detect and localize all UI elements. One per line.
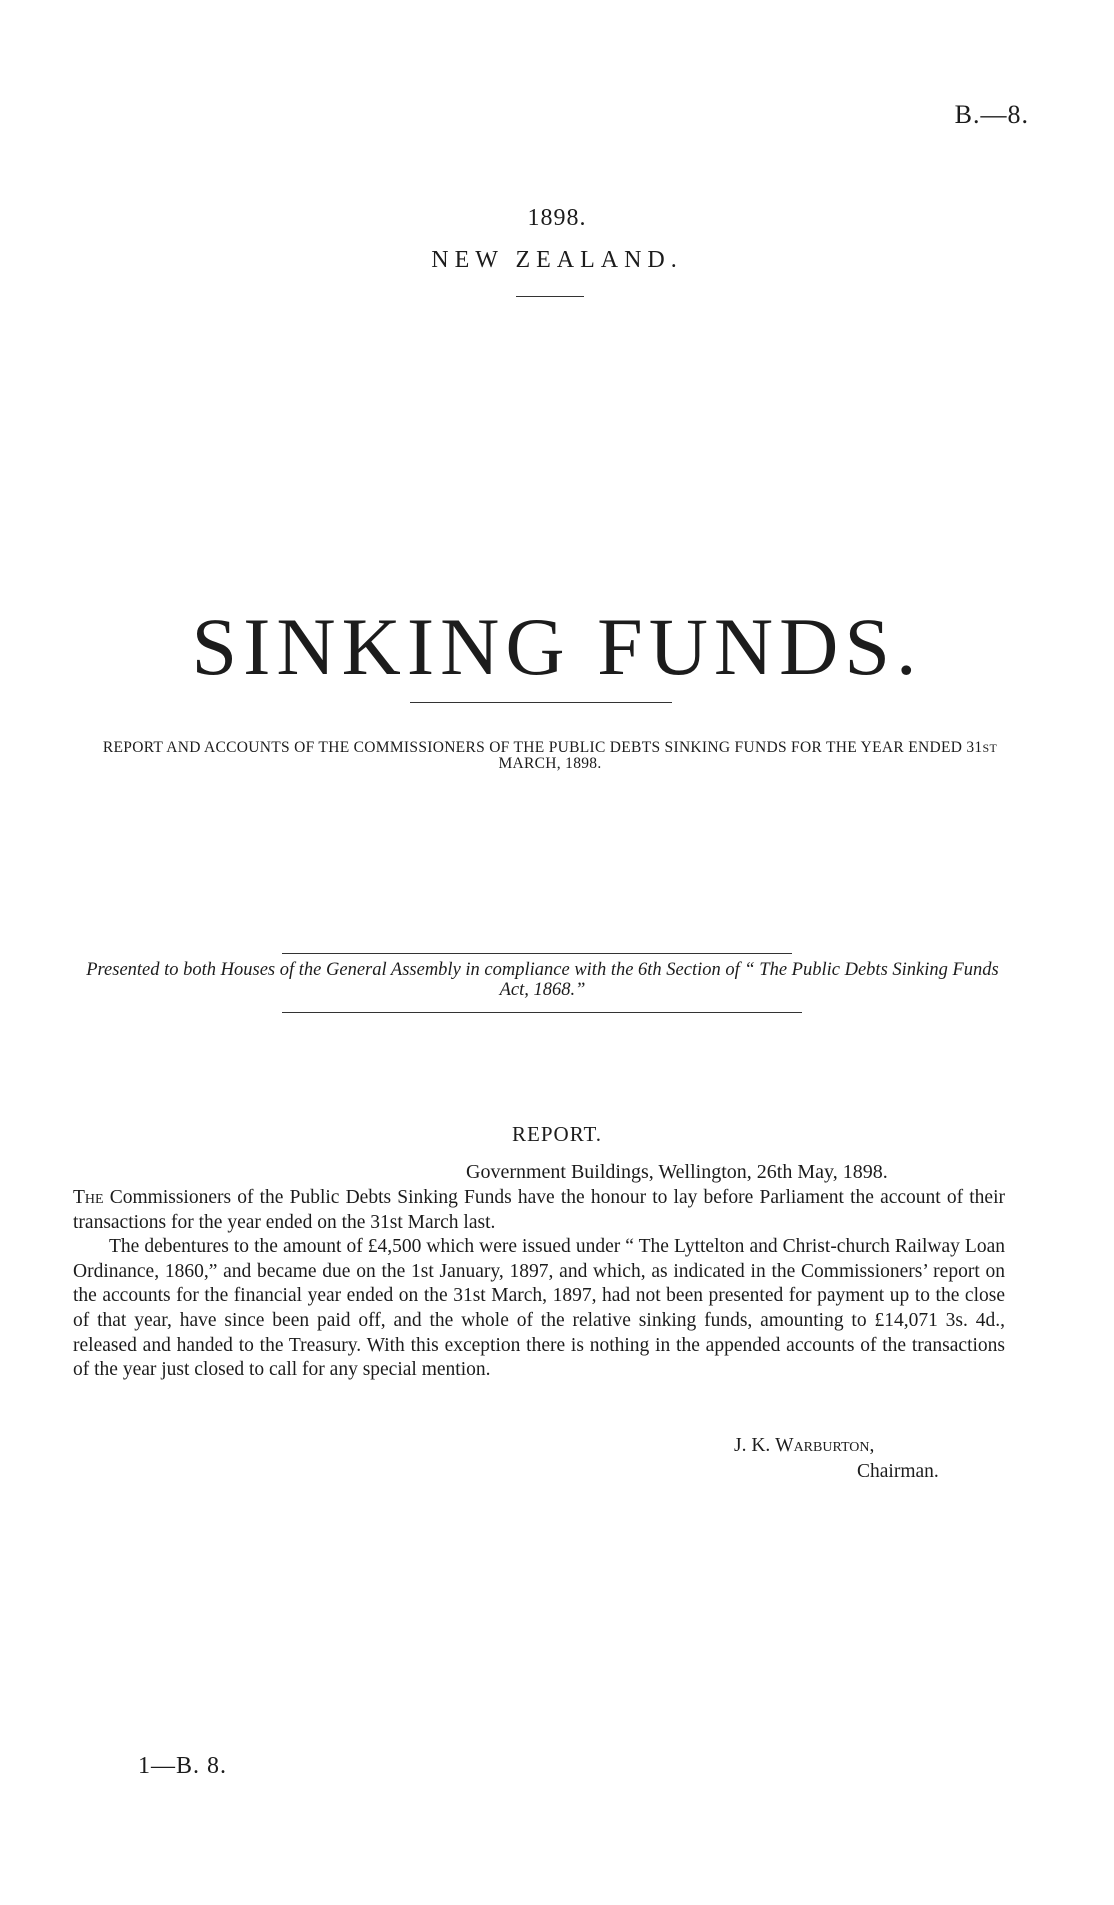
- page-title: SINKING FUNDS.: [191, 601, 923, 692]
- subtitle: [70, 740, 1030, 772]
- divider: [282, 1012, 802, 1013]
- subtitle-ordinal: ST: [982, 741, 998, 755]
- report-paragraph: [73, 1186, 1005, 1235]
- subtitle-text: REPORT AND ACCOUNTS OF THE COMMISSIONERS OF THE PUBLIC DEBTS SINKING FUNDS FOR THE YEAR ENDED 31: [102, 739, 983, 756]
- report-body: [73, 1186, 1005, 1383]
- signature-surname: Warburton,: [775, 1435, 875, 1456]
- divider: [410, 702, 672, 703]
- signature: [734, 1435, 874, 1457]
- presentation-note: Presented to both Houses of the General Assembly in compliance with the 6th Section of “ The Public Debts Sinking Funds Act, 1868.”: [86, 960, 999, 1000]
- divider: [516, 296, 584, 297]
- document-reference: B.—8.: [954, 100, 1029, 129]
- signature-title: Chairman.: [857, 1461, 939, 1482]
- paragraph-text: Commissioners of the Public Debts Sinking Funds have the honour to lay before Parliament the account of their transactions for the year ended on the 31st March last.: [73, 1187, 1005, 1233]
- signature-initials: J. K.: [734, 1435, 776, 1456]
- year: 1898.: [527, 205, 587, 231]
- paragraph-lead: The: [73, 1187, 104, 1208]
- report-paragraph: The debentures to the amount of £4,500 which were issued under “ The Lyttelton and Christ-church Railway Loan Ordinance, 1860,” and became due on the 1st January, 1897, and which, as indicated in the Commissioners’ report on the accounts for the financial year ended on the 31st March, 1897, had not been presented for payment up to the close of that year, have since been paid off, and the whole of the relative sinking funds, amounting to £14,071 3s. 4d., released and handed to the Treasury. With this exception there is nothing in the appended accounts of the transactions of the year just closed to call for any special mention.: [73, 1236, 1005, 1381]
- dateline: Government Buildings, Wellington, 26th May, 1898.: [466, 1161, 888, 1183]
- page-reference: 1—B. 8.: [138, 1753, 228, 1779]
- country: NEW ZEALAND.: [431, 247, 683, 273]
- report-heading: REPORT.: [512, 1122, 602, 1146]
- divider: [282, 953, 792, 954]
- subtitle-text-end: MARCH, 1898.: [498, 755, 602, 772]
